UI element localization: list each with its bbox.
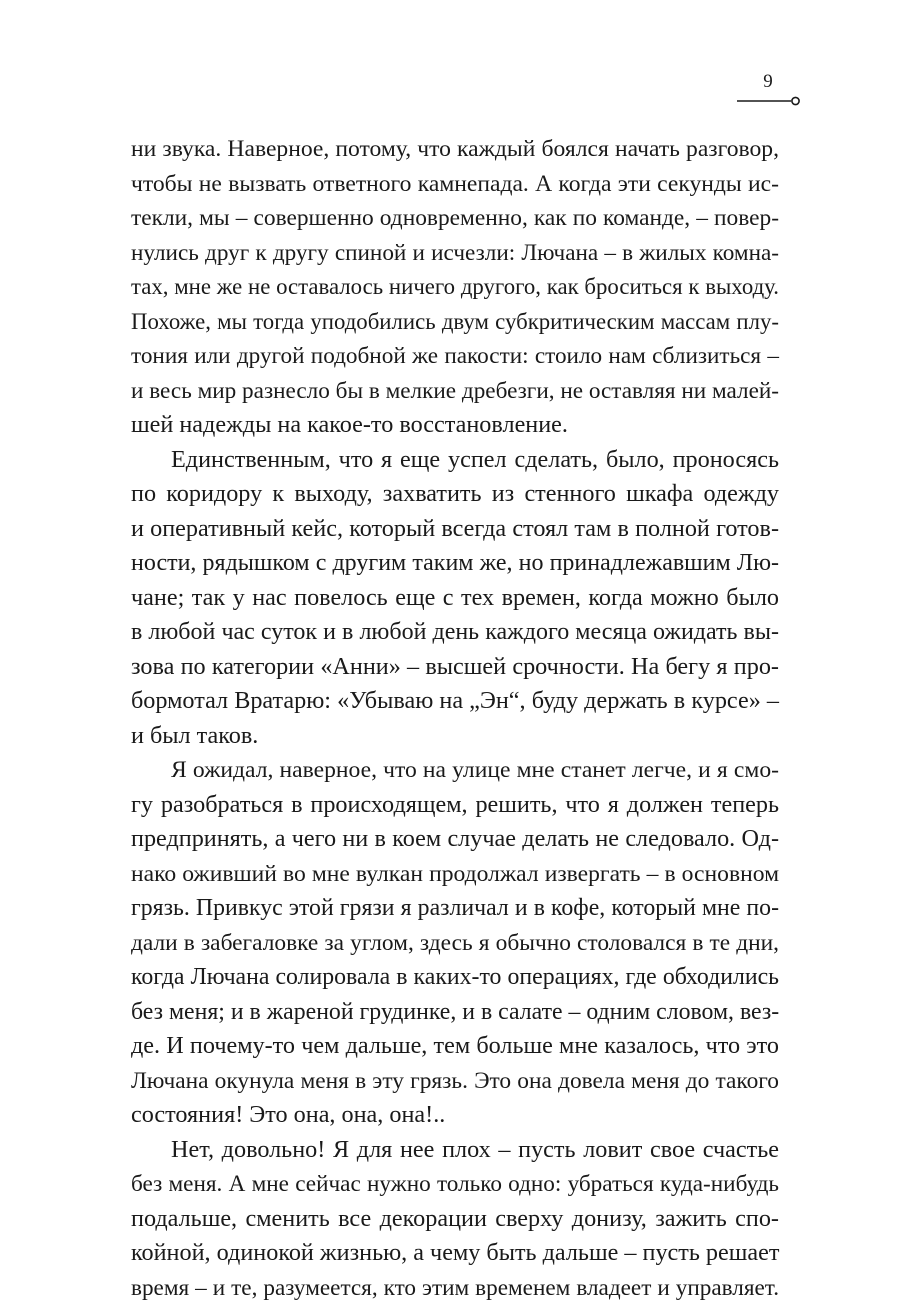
text-line: текли, мы – совершенно одновременно, как по команде, – повер- — [131, 201, 779, 236]
text-line: дали в забегаловке за углом, здесь я обычно столовался в те дни, — [131, 926, 779, 961]
paragraph — [131, 1133, 779, 1305]
page-number-rule-ornament — [737, 96, 801, 106]
text-line: ности, рядышком с другим таким же, но принадлежавшим Лю- — [131, 546, 779, 581]
text-line: нако оживший во мне вулкан продолжал извергать – в основном — [131, 857, 779, 892]
paragraph — [131, 443, 779, 754]
text-line: нулись друг к другу спиной и исчезли: Лючана – в жилых комна- — [131, 236, 779, 271]
page-number: 9 — [748, 70, 788, 94]
text-line: Я ожидал, наверное, что на улице мне станет легче, и я смо- — [131, 753, 779, 788]
text-line: в любой час суток и в любой день каждого месяца ожидать вы- — [131, 615, 779, 650]
text-line: зова по категории «Анни» – высшей срочности. На бегу я про- — [131, 650, 779, 685]
text-line: бормотал Вратарю: «Убываю на „Эн“, буду держать в курсе» – — [131, 684, 779, 719]
text-line: по коридору к выходу, захватить из стенного шкафа одежду — [131, 477, 779, 512]
text-line: состояния! Это она, она, она!.. — [131, 1098, 779, 1133]
text-line: тония или другой подобной же пакости: стоило нам сблизиться – — [131, 339, 779, 374]
body-text — [131, 132, 779, 1305]
text-line: и весь мир разнесло бы в мелкие дребезги, не оставляя ни малей- — [131, 374, 779, 409]
text-line: шей надежды на какое-то восстановление. — [131, 408, 779, 443]
text-line: Единственным, что я еще успел сделать, было, проносясь — [131, 443, 779, 478]
paragraph — [131, 132, 779, 443]
text-line: Похоже, мы тогда уподобились двум субкритическим массам плу- — [131, 305, 779, 340]
text-line: время – и те, разумеется, кто этим временем владеет и управляет. — [131, 1271, 779, 1305]
paragraph — [131, 753, 779, 1133]
text-line: Нет, довольно! Я для нее плох – пусть ловит свое счастье — [131, 1133, 779, 1168]
text-line: без меня. А мне сейчас нужно только одно: убраться куда-нибудь — [131, 1167, 779, 1202]
text-line: тах, мне же не оставалось ничего другого, как броситься к выходу. — [131, 270, 779, 305]
text-line: чтобы не вызвать ответного камнепада. А когда эти секунды ис- — [131, 167, 779, 202]
text-line: Лючана окунула меня в эту грязь. Это она довела меня до такого — [131, 1064, 779, 1099]
text-line: предпринять, а чего ни в коем случае делать не следовало. Од- — [131, 822, 779, 857]
text-line: ни звука. Наверное, потому, что каждый боялся начать разговор, — [131, 132, 779, 167]
text-line: без меня; и в жареной грудинке, и в салате – одним словом, вез- — [131, 995, 779, 1030]
text-line: де. И почему-то чем дальше, тем больше мне казалось, что это — [131, 1029, 779, 1064]
text-line: когда Лючана солировала в каких-то операциях, где обходились — [131, 960, 779, 995]
text-line: гу разобраться в происходящем, решить, что я должен теперь — [131, 788, 779, 823]
text-line: чане; так у нас повелось еще с тех времен, когда можно было — [131, 581, 779, 616]
text-line: и оперативный кейс, который всегда стоял там в полной готов- — [131, 512, 779, 547]
text-line: грязь. Привкус этой грязи я различал и в кофе, который мне по- — [131, 891, 779, 926]
text-line: койной, одинокой жизнью, а чему быть дальше – пусть решает — [131, 1236, 779, 1271]
text-line: подальше, сменить все декорации сверху донизу, зажить спо- — [131, 1202, 779, 1237]
text-line: и был таков. — [131, 719, 779, 754]
